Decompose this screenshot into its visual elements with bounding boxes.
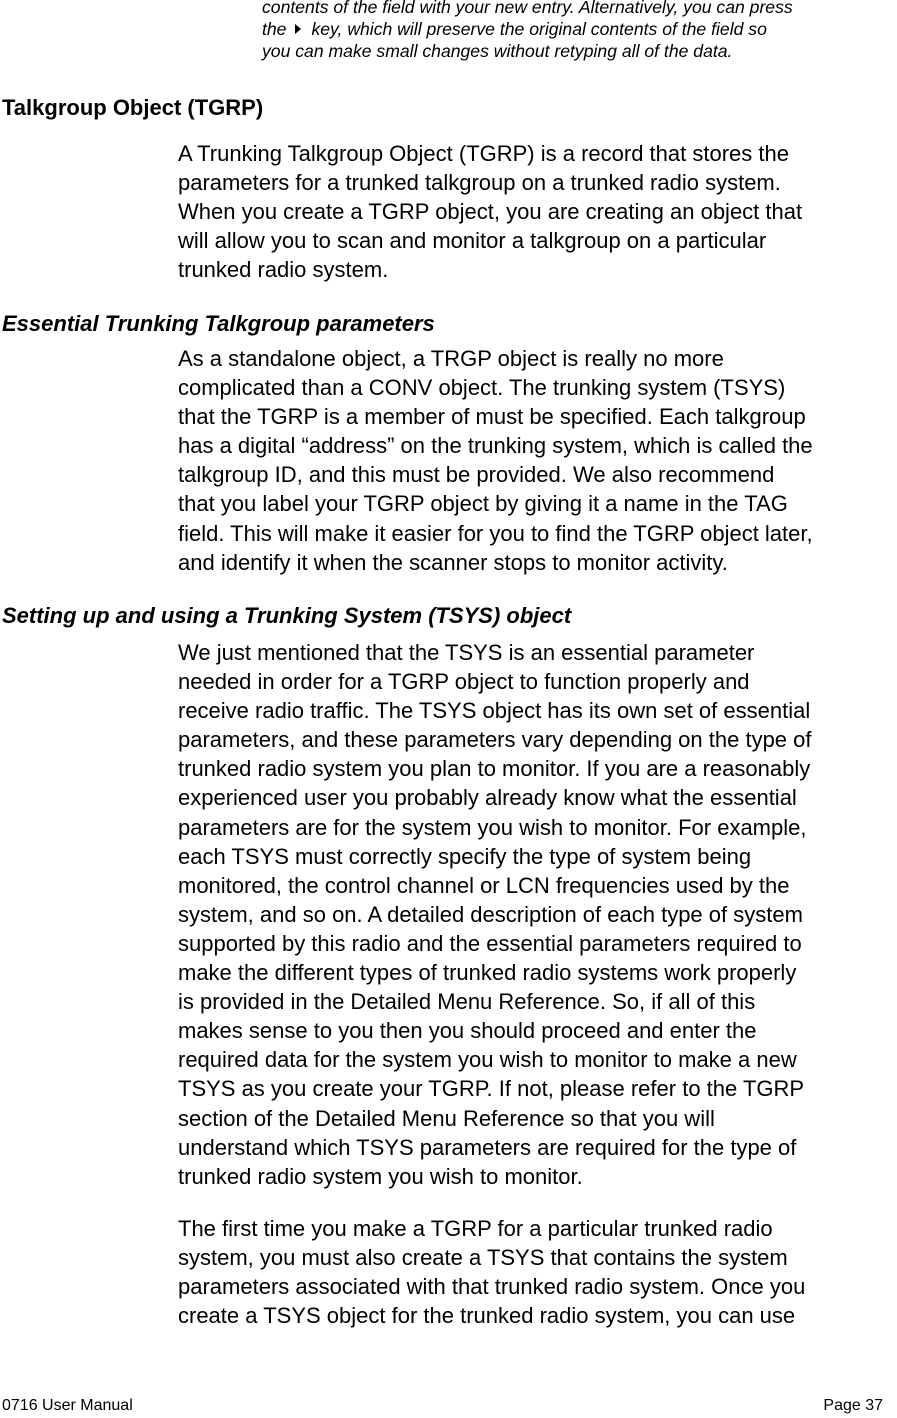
paragraph-line: create a TSYS object for the trunked radio system, you can use <box>178 1303 796 1329</box>
right-arrow-key-icon <box>295 24 301 34</box>
paragraph-line: monitored, the control channel or LCN frequencies used by the <box>178 872 790 898</box>
paragraph-line: and identify it when the scanner stops to monitor activity. <box>178 549 728 575</box>
paragraph-line: parameters are for the system you wish to monitor. For example, <box>178 814 807 840</box>
intro-note-line-2-end: key, which will preserve the original contents of the field so <box>311 19 767 39</box>
paragraph-line: understand which TSYS parameters are required for the type of <box>178 1134 797 1160</box>
paragraph-line: receive radio traffic. The TSYS object has its own set of essential <box>178 698 811 724</box>
paragraph-line: parameters, and these parameters vary depending on the type of <box>178 727 812 753</box>
intro-note-line-2-start: the <box>262 19 287 39</box>
paragraph-line: has a digital “address” on the trunking system, which is called the <box>178 433 813 459</box>
heading-trunking-system-object: Setting up and using a Trunking System (TSYS) object <box>2 603 572 628</box>
paragraph-tgrp <box>178 139 894 284</box>
paragraph-line: parameters for a trunked talkgroup on a trunked radio system. <box>178 170 781 196</box>
paragraph-tsys-2 <box>178 1214 894 1330</box>
paragraph-line: that you label your TGRP object by giving it a name in the TAG <box>178 491 788 517</box>
paragraph-line: make the different types of trunked radio systems work properly <box>178 960 797 986</box>
paragraph-line: required data for the system you wish to monitor to make a new <box>178 1047 797 1073</box>
paragraph-line: needed in order for a TGRP object to function properly and <box>178 669 750 695</box>
paragraph-line: A Trunking Talkgroup Object (TGRP) is a record that stores the <box>178 141 789 166</box>
intro-note-line-3: you can make small changes without retyping all of the data. <box>262 41 733 61</box>
paragraph-line: experienced user you probably already know what the essential <box>178 785 797 811</box>
paragraph-line: trunked radio system. <box>178 257 389 283</box>
paragraph-line: As a standalone object, a TRGP object is really no more <box>178 346 724 371</box>
paragraph-tsys-1 <box>178 638 894 1191</box>
paragraph-line: each TSYS must correctly specify the type of system being <box>178 843 752 869</box>
paragraph-line: section of the Detailed Menu Reference so that you will <box>178 1105 715 1131</box>
heading-essential-parameters: Essential Trunking Talkgroup parameters <box>2 311 435 336</box>
paragraph-line: complicated than a CONV object. The trunking system (TSYS) <box>178 375 786 401</box>
paragraph-line: When you create a TGRP object, you are creating an object that <box>178 199 803 225</box>
paragraph-essential <box>178 344 894 577</box>
intro-note <box>262 0 894 62</box>
paragraph-line: TSYS as you create your TGRP. If not, please refer to the TGRP <box>178 1076 805 1102</box>
footer-page-number: Page 37 <box>823 1397 883 1414</box>
paragraph-line: makes sense to you then you should proceed and enter the <box>178 1018 757 1044</box>
paragraph-line: system, you must also create a TSYS that contains the system <box>178 1245 788 1271</box>
paragraph-line: We just mentioned that the TSYS is an essential parameter <box>178 640 755 665</box>
paragraph-line: trunked radio system you wish to monitor. <box>178 1163 583 1189</box>
footer-manual-title: 0716 User Manual <box>2 1397 133 1414</box>
paragraph-line: parameters associated with that trunked radio system. Once you <box>178 1274 806 1300</box>
paragraph-line: is provided in the Detailed Menu Reference. So, if all of this <box>178 989 756 1015</box>
paragraph-line: will allow you to scan and monitor a talkgroup on a particular <box>178 228 767 254</box>
paragraph-line: talkgroup ID, and this must be provided. We also recommend <box>178 462 775 488</box>
paragraph-line: system, and so on. A detailed description of each type of system <box>178 901 803 927</box>
heading-talkgroup-object: Talkgroup Object (TGRP) <box>2 95 264 120</box>
paragraph-line: field. This will make it easier for you to find the TGRP object later, <box>178 520 813 546</box>
paragraph-line: supported by this radio and the essential parameters required to <box>178 930 802 956</box>
paragraph-line: The first time you make a TGRP for a particular trunked radio <box>178 1216 773 1241</box>
intro-note-line-1: contents of the field with your new entry. Alternatively, you can press <box>262 0 793 17</box>
intro-note-line-2 <box>262 18 894 40</box>
paragraph-line: trunked radio system you plan to monitor. If you are a reasonably <box>178 756 811 782</box>
paragraph-line: that the TGRP is a member of must be specified. Each talkgroup <box>178 404 806 430</box>
